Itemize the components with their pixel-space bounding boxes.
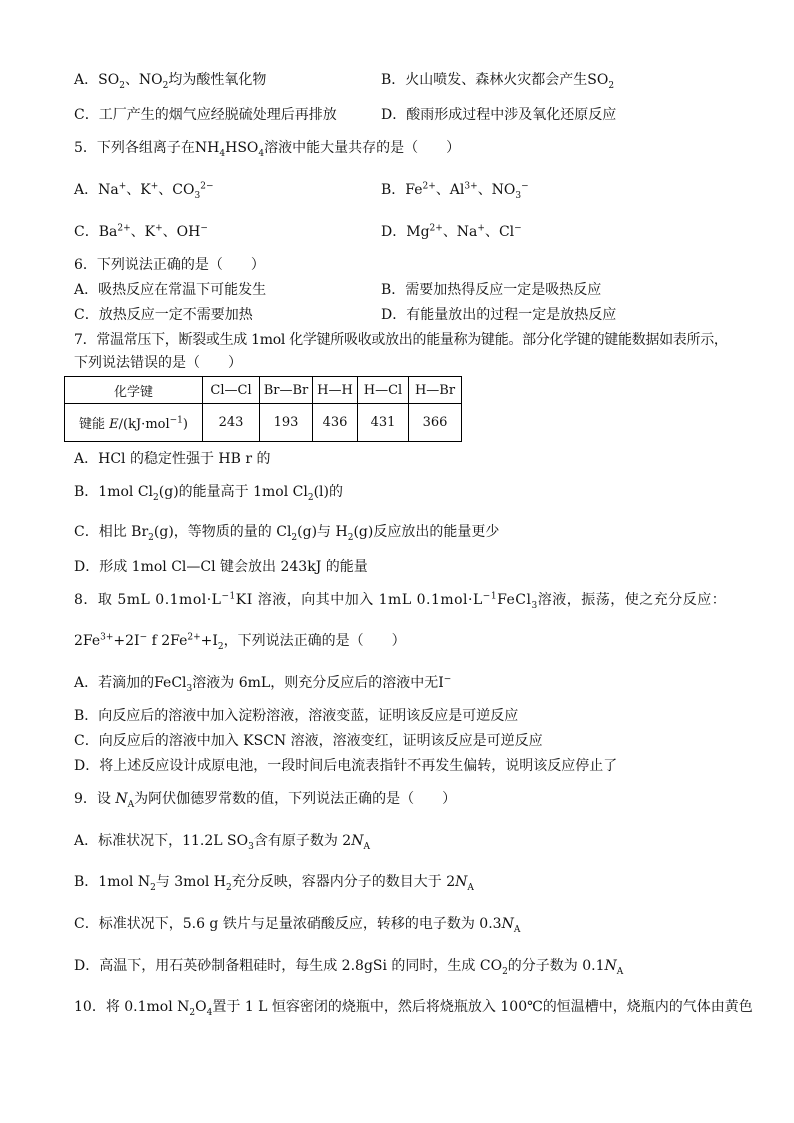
q7-stem-line1: 7．常温常压下，断裂或生成 1mol 化学键所吸收或放出的能量称为键能。部分化学键的键能数据如表所示，	[74, 332, 728, 348]
q7-option-b: B．1mol $Cl_2(g)$的能量高于 1mol $Cl_2(l)$的	[74, 484, 343, 503]
table-cell: 193	[260, 404, 313, 442]
q9-option-c: C．标准状况下，5.6 g 铁片与足量浓硝酸反应，转移的电子数为 $0.3N_A$	[74, 916, 521, 935]
table-header-cell: Br—Br	[260, 377, 313, 404]
q8-option-d: D．将上述反应设计成原电池，一段时间后电流表指针不再发生偏转，说明该反应停止了	[74, 758, 618, 774]
q9-stem: 9．设 $N_A$为阿伏伽德罗常数的值，下列说法正确的是（ ）	[74, 791, 457, 810]
table-cell: 431	[358, 404, 409, 442]
q5-option-d: D．$Mg^{2+}$、Na+、Cl−	[381, 223, 522, 240]
q9-option-b: B．1mol $N_2$与 3mol $H_2$充分反映，容器内分子的数目大于 $2N_A$	[74, 874, 474, 893]
q8-option-c: C．向反应后的溶液中加入 KSCN 溶液，溶液变红，证明该反应是可逆反应	[74, 733, 543, 749]
table-cell: 366	[409, 404, 462, 442]
q7-option-c: C．相比 $Br_2(g)$，等物质的量的 $Cl_2(g)$与 $H_2(g)$反应放出的能量更少	[74, 524, 500, 543]
table-header-row	[65, 377, 462, 404]
table-header-cell: Cl—Cl	[203, 377, 260, 404]
q9-option-d: D．高温下，用石英砂制备粗硅时，每生成 2.8gSi 的同时，生成 $CO_2$的分子数为 $0.1N_A$	[74, 958, 624, 977]
table-header-cell: H—H	[313, 377, 358, 404]
q7-option-a: A．HCl 的稳定性强于 HB r 的	[74, 451, 271, 467]
q8-option-b: B．向反应后的溶液中加入淀粉溶液，溶液变蓝，证明该反应是可逆反应	[74, 708, 519, 724]
table-row	[65, 404, 462, 442]
table-header-cell: H—Br	[409, 377, 462, 404]
q6-option-b: B．需要加热得反应一定是吸热反应	[381, 282, 602, 298]
table-cell: 436	[313, 404, 358, 442]
table-row-label: 键能 E/(kJ·mol$^{-1}$)	[65, 404, 203, 442]
q9-option-a: A．标准状况下，11.2L $SO_3$含有原子数为 $2N_A$	[74, 833, 370, 852]
q4-option-d: D．酸雨形成过程中涉及氧化还原反应	[381, 107, 617, 123]
q8-stem: 8．取 5mL $0.1mol\cdot L^{-1}KI$ 溶液，向其中加入 1mL $0.1mol\cdot L^{-1}FeCl_3$溶液，振荡，使之充分反应：	[74, 591, 727, 611]
table-cell: 243	[203, 404, 260, 442]
q4-option-a: A．$SO_2$、$NO_2$均为酸性氧化物	[74, 72, 267, 91]
q8-equation: $2Fe^{3+}+2I^-$ f $2Fe^{2+}+I_2$，下列说法正确的是（ ）	[74, 632, 406, 652]
q5-option-b: B．$Fe^{2+}$、$Al^{3+}$、$NO_3^-$	[381, 181, 529, 201]
q7-option-d: D．形成 1mol Cl—Cl 键会放出 243kJ 的能量	[74, 559, 368, 575]
q6-option-a: A．吸热反应在常温下可能发生	[74, 282, 267, 298]
q6-stem: 6．下列说法正确的是（ ）	[74, 257, 265, 273]
q6-option-d: D．有能量放出的过程一定是放热反应	[381, 307, 617, 323]
q10-stem: 10．将 0.1mol $N_2O_4$置于 1 L 恒容密闭的烧瓶中，然后将烧瓶放入 100℃的恒温槽中，烧瓶内的气体由黄色	[74, 999, 753, 1018]
table-header-cell: H—Cl	[358, 377, 409, 404]
table-header-cell: 化学键	[65, 377, 203, 404]
q5-option-a: A．Na+、K+、$CO_3^{2-}$	[74, 181, 214, 201]
q4-option-c: C．工厂产生的烟气应经脱硫处理后再排放	[74, 107, 337, 123]
q8-option-a: A．若滴加的FeCl$_3$溶液为 6mL，则充分反应后的溶液中无I−	[74, 674, 452, 694]
q7-stem-line2: 下列说法错误的是（ ）	[74, 355, 242, 371]
q4-option-b: B．火山喷发、森林火灾都会产生$SO_2$	[381, 72, 615, 91]
q5-stem: 5．下列各组离子在$NH_4HSO_4$溶液中能大量共存的是（ ）	[74, 140, 461, 159]
bond-energy-table	[64, 376, 462, 442]
q6-option-c: C．放热反应一定不需要加热	[74, 307, 253, 323]
q5-option-c: C．$Ba^{2+}$、K+、OH−	[74, 223, 208, 240]
